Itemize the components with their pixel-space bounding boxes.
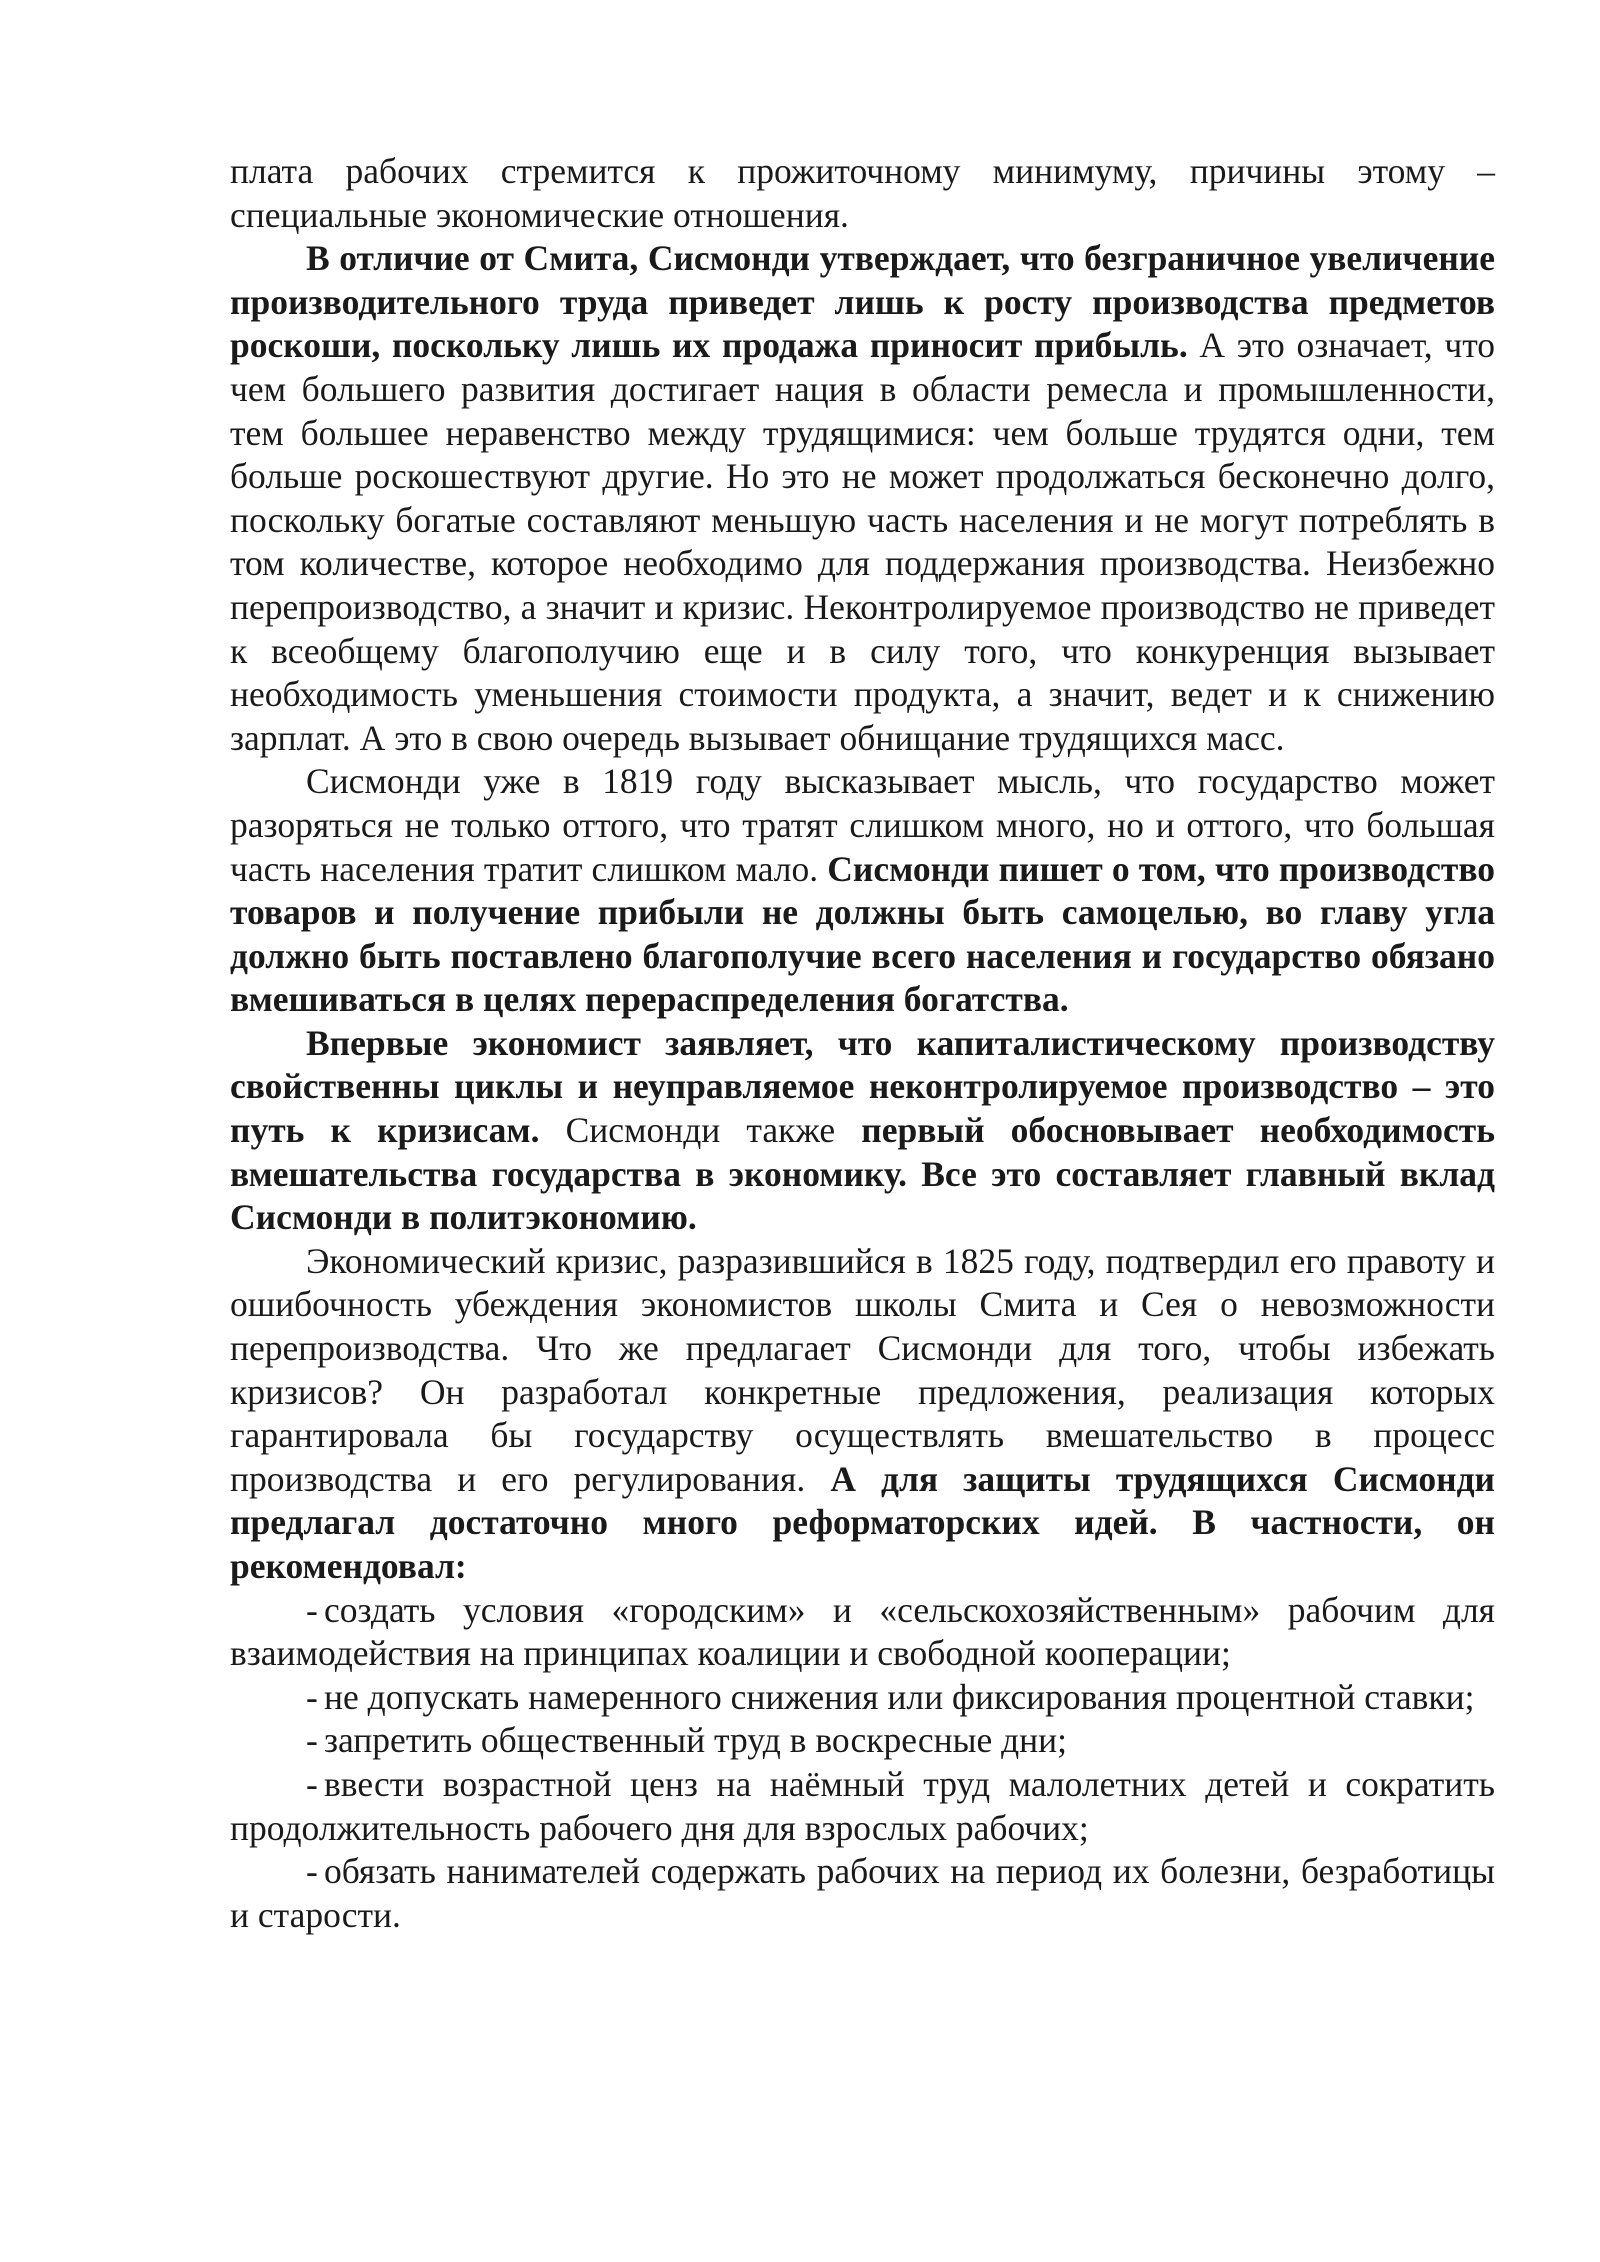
text-run: Сисмонди также bbox=[539, 1110, 862, 1151]
list-item bbox=[230, 1763, 1495, 1850]
bold-run: Впервые экономист заявляет, что капиталистическому производству свойственны циклы и неуправляемое неконтролируемое производство – это путь к кризисам. bbox=[230, 1022, 1495, 1151]
list-item-text: создать условия «городским» и «сельскохозяйственным» рабочим для взаимодействия на принципах коалиции и свободной кооперации; bbox=[230, 1589, 1495, 1674]
list-item-text: ввести возрастной ценз на наёмный труд малолетних детей и сократить продолжительность рабочего дня для взрослых рабочих; bbox=[230, 1763, 1495, 1848]
text-run: плата рабочих стремится к прожиточному минимуму, причины этому – специальные экономические отношения. bbox=[230, 151, 1495, 235]
list-dash-marker: - bbox=[306, 1763, 318, 1804]
text-run: А это означает, что чем большего развития достигает нация в области ремесла и промышленности, тем большее неравенство между трудящимися: чем больше трудятся одни, тем больше роскошествуют другие. Но это не может продолжаться бесконечно долго, поскольку богатые составляют меньшую часть населения и не могут потреблять в том количестве, которое необходимо для поддержания производства. Неизбежно перепроизводство, а значит и кризис. Неконтролируемое производство не приведет к всеобщему благополучию еще и в силу того, что конкуренция вызывает необходимость уменьшения стоимости продукта, а значит, ведет и к снижению зарплат. А это в свою очередь вызывает обнищание трудящихся масс. bbox=[230, 325, 1495, 758]
list-item bbox=[230, 1676, 1495, 1720]
text-run: Экономический кризис, разразившийся в 1825 году, подтвердил его правоту и ошибочность убеждения экономистов школы Смита и Сея о невозможности перепроизводства. Что же предлагает Сисмонди для того, чтобы избежать кризисов? Он разработал конкретные предложения, реализация которых гарантировала бы государству осуществлять вмешательство в процесс производства и его регулирования. bbox=[230, 1240, 1495, 1499]
document-page bbox=[230, 150, 1495, 1937]
list-item bbox=[230, 1589, 1495, 1676]
list-item bbox=[230, 1719, 1495, 1763]
bold-run: А для защиты трудящихся Сисмонди предлагал достаточно много реформаторских идей. В частности, он рекомендовал: bbox=[230, 1458, 1495, 1586]
bold-run: В отличие от Смита, Сисмонди утверждает, что безграничное увеличение производительного труда приведет лишь к росту производства предметов роскоши, поскольку лишь их продажа приносит прибыль. bbox=[230, 238, 1495, 366]
list-dash-marker: - bbox=[306, 1589, 318, 1630]
list-dash-marker: - bbox=[306, 1720, 318, 1761]
bold-run: первый обосновывает необходимость вмешательства государства в экономику. Все это составляет главный вклад Сисмонди в политэкономию. bbox=[230, 1110, 1495, 1238]
list-item-text: обязать нанимателей содержать рабочих на период их болезни, безработицы и старости. bbox=[230, 1851, 1495, 1935]
paragraph-4 bbox=[230, 1022, 1495, 1240]
list-item-text: не допускать намеренного снижения или фиксирования процентной ставки; bbox=[324, 1676, 1475, 1717]
list-item bbox=[230, 1850, 1495, 1937]
list-dash-marker: - bbox=[306, 1851, 318, 1892]
paragraph-1 bbox=[230, 150, 1495, 237]
list-item-text: запретить общественный труд в воскресные дни; bbox=[324, 1720, 1068, 1761]
paragraph-5 bbox=[230, 1240, 1495, 1589]
text-run: Сисмонди уже в 1819 году высказывает мысль, что государство может разоряться не только оттого, что тратят слишком много, но и оттого, что большая часть населения тратит слишком мало. bbox=[230, 761, 1495, 889]
paragraph-3 bbox=[230, 760, 1495, 1022]
bold-run: Сисмонди пишет о том, что производство товаров и получение прибыли не должны быть самоцелью, во главу угла должно быть поставлено благополучие всего населения и государство обязано вмешиваться в целях перераспределения богатства. bbox=[230, 848, 1495, 1020]
list-dash-marker: - bbox=[306, 1676, 318, 1717]
paragraph-2 bbox=[230, 237, 1495, 760]
